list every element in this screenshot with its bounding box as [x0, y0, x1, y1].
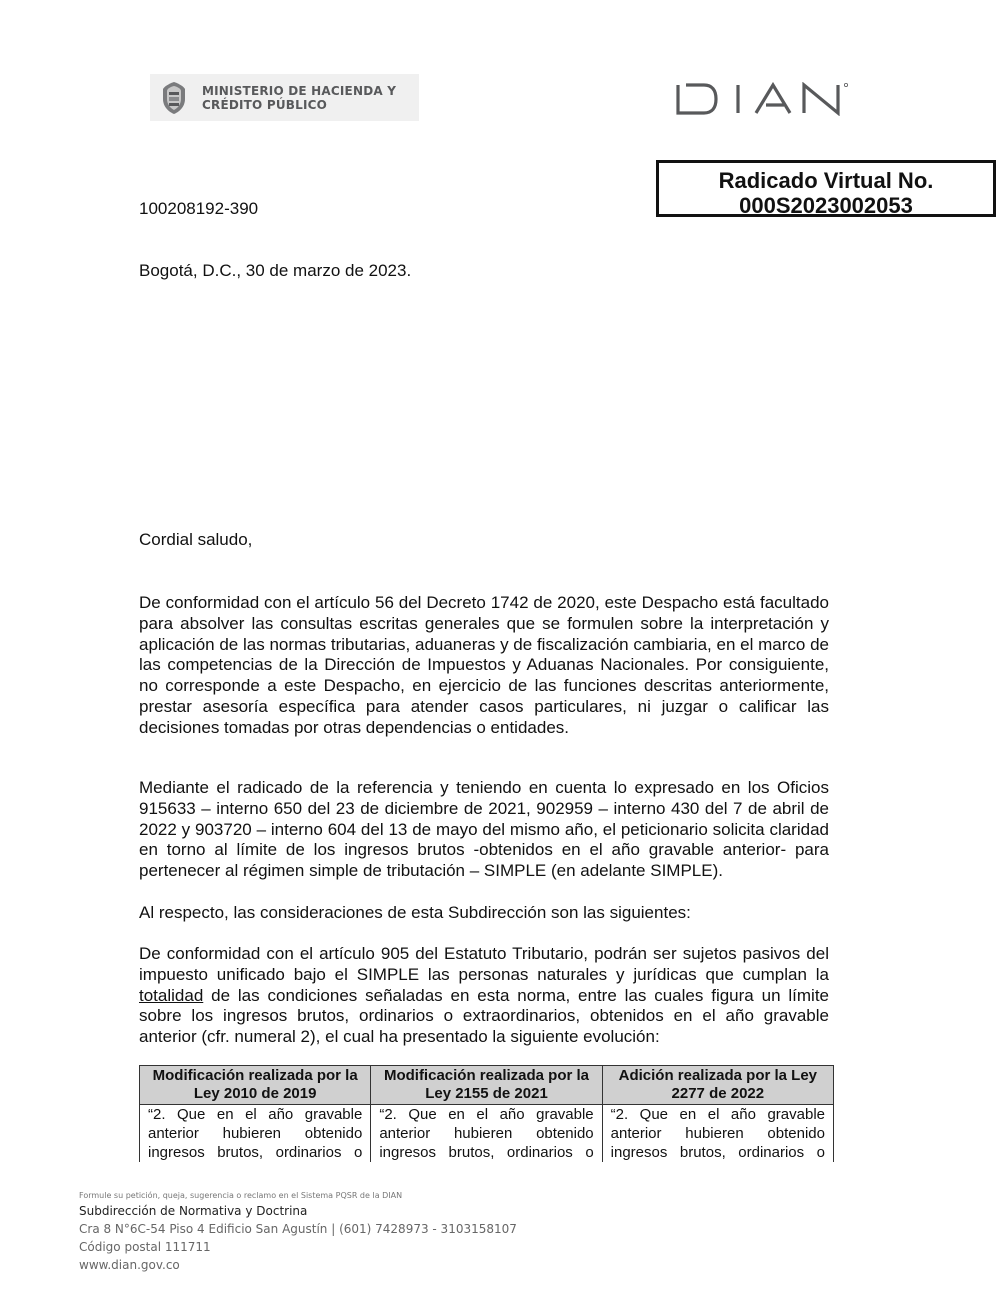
- ministry-name: [202, 84, 396, 112]
- page-footer: [79, 1190, 517, 1274]
- paragraph-article-905: [139, 944, 829, 1048]
- table-cell-2019: “2. Que en el año gravable anterior hubieren obtenido ingresos brutos, ordinarios o: [140, 1105, 371, 1163]
- p4-text-after: de las condiciones señaladas en esta norma, entre las cuales figura un límite sobre los ingresos brutos, ordinarios o extraordinarios, obtenidos en el año gravable anterior (cfr. numeral 2), el cual ha presentado la siguiente evolución:: [139, 985, 829, 1047]
- evolution-table: [139, 1065, 834, 1162]
- place-date: Bogotá, D.C., 30 de marzo de 2023.: [139, 261, 412, 280]
- reference-number: 100208192-390: [139, 199, 259, 218]
- p4-text-before: De conformidad con el artículo 905 del Estatuto Tributario, podrán ser sujetos pasivos del impuesto unificado bajo el SIMPLE las personas naturales y jurídicas que cumplan la: [139, 944, 829, 984]
- paragraph-request: Mediante el radicado de la referencia y teniendo en cuenta lo expresado en los Oficios 915633 – interno 650 del 23 de diciembre de 2021, 902959 – interno 430 del 7 de abril de 2022 y 903720 – interno 604 del 13 de mayo del mismo año, el peticionario solicita claridad en torno al límite de los ingresos brutos -obtenidos en el año gravable anterior- para pertenecer al régimen simple de tributación – SIMPLE (en adelante SIMPLE).: [139, 778, 829, 881]
- ministry-logo: [150, 74, 419, 121]
- table-cell-2022: “2. Que en el año gravable anterior hubieren obtenido ingresos brutos, ordinarios o: [602, 1105, 833, 1163]
- p4-underlined-word: totalidad: [139, 985, 204, 1005]
- ministry-name-line2: CRÉDITO PÚBLICO: [202, 97, 328, 112]
- greeting: Cordial saludo,: [139, 530, 253, 549]
- table-header-2022: Adición realizada por la Ley 2277 de 2022: [602, 1066, 833, 1105]
- paragraph-competence: De conformidad con el artículo 56 del Decreto 1742 de 2020, este Despacho está facultado para absolver las consultas escritas generales que se formulen sobre la interpretación y aplicación de las normas tributarias, aduaneras y de fiscalización cambiaria, en el marco de las competencias de la Dirección de Impuestos y Aduanas Nacionales. Por consiguiente, no corresponde a este Despacho, en ejercicio de las funciones descritas anteriormente, prestar asesoría específica para atender casos particulares, ni juzgar o calificar las decisiones tomadas por otras dependencias o entidades.: [139, 593, 829, 737]
- footer-pqsr-note: Formule su petición, queja, sugerencia o reclamo en el Sistema PQSR de la DIAN: [79, 1191, 403, 1200]
- table-header-2019: Modificación realizada por la Ley 2010 de 2019: [140, 1066, 371, 1105]
- table-header-row: [140, 1066, 834, 1105]
- footer-postal-code: Código postal 111711: [79, 1240, 211, 1254]
- coat-of-arms-icon: [160, 81, 188, 115]
- footer-office: Subdirección de Normativa y Doctrina: [79, 1204, 308, 1218]
- table-row: [140, 1105, 834, 1163]
- radicado-number: 000S2023002053: [739, 193, 913, 218]
- dian-logo: [676, 82, 852, 116]
- radicado-box: [656, 160, 996, 217]
- footer-website: www.dian.gov.co: [79, 1258, 180, 1272]
- table-cell-2021: “2. Que en el año gravable anterior hubieren obtenido ingresos brutos, ordinarios o: [371, 1105, 602, 1163]
- table-header-2021: Modificación realizada por la Ley 2155 de 2021: [371, 1066, 602, 1105]
- radicado-label: Radicado Virtual No.: [718, 168, 934, 193]
- paragraph-considerations: Al respecto, las consideraciones de esta Subdirección son las siguientes:: [139, 903, 691, 922]
- footer-address: Cra 8 N°6C-54 Piso 4 Edificio San Agustín | (601) 7428973 - 3103158107: [79, 1222, 517, 1236]
- ministry-name-line1: MINISTERIO DE HACIENDA Y: [202, 83, 397, 98]
